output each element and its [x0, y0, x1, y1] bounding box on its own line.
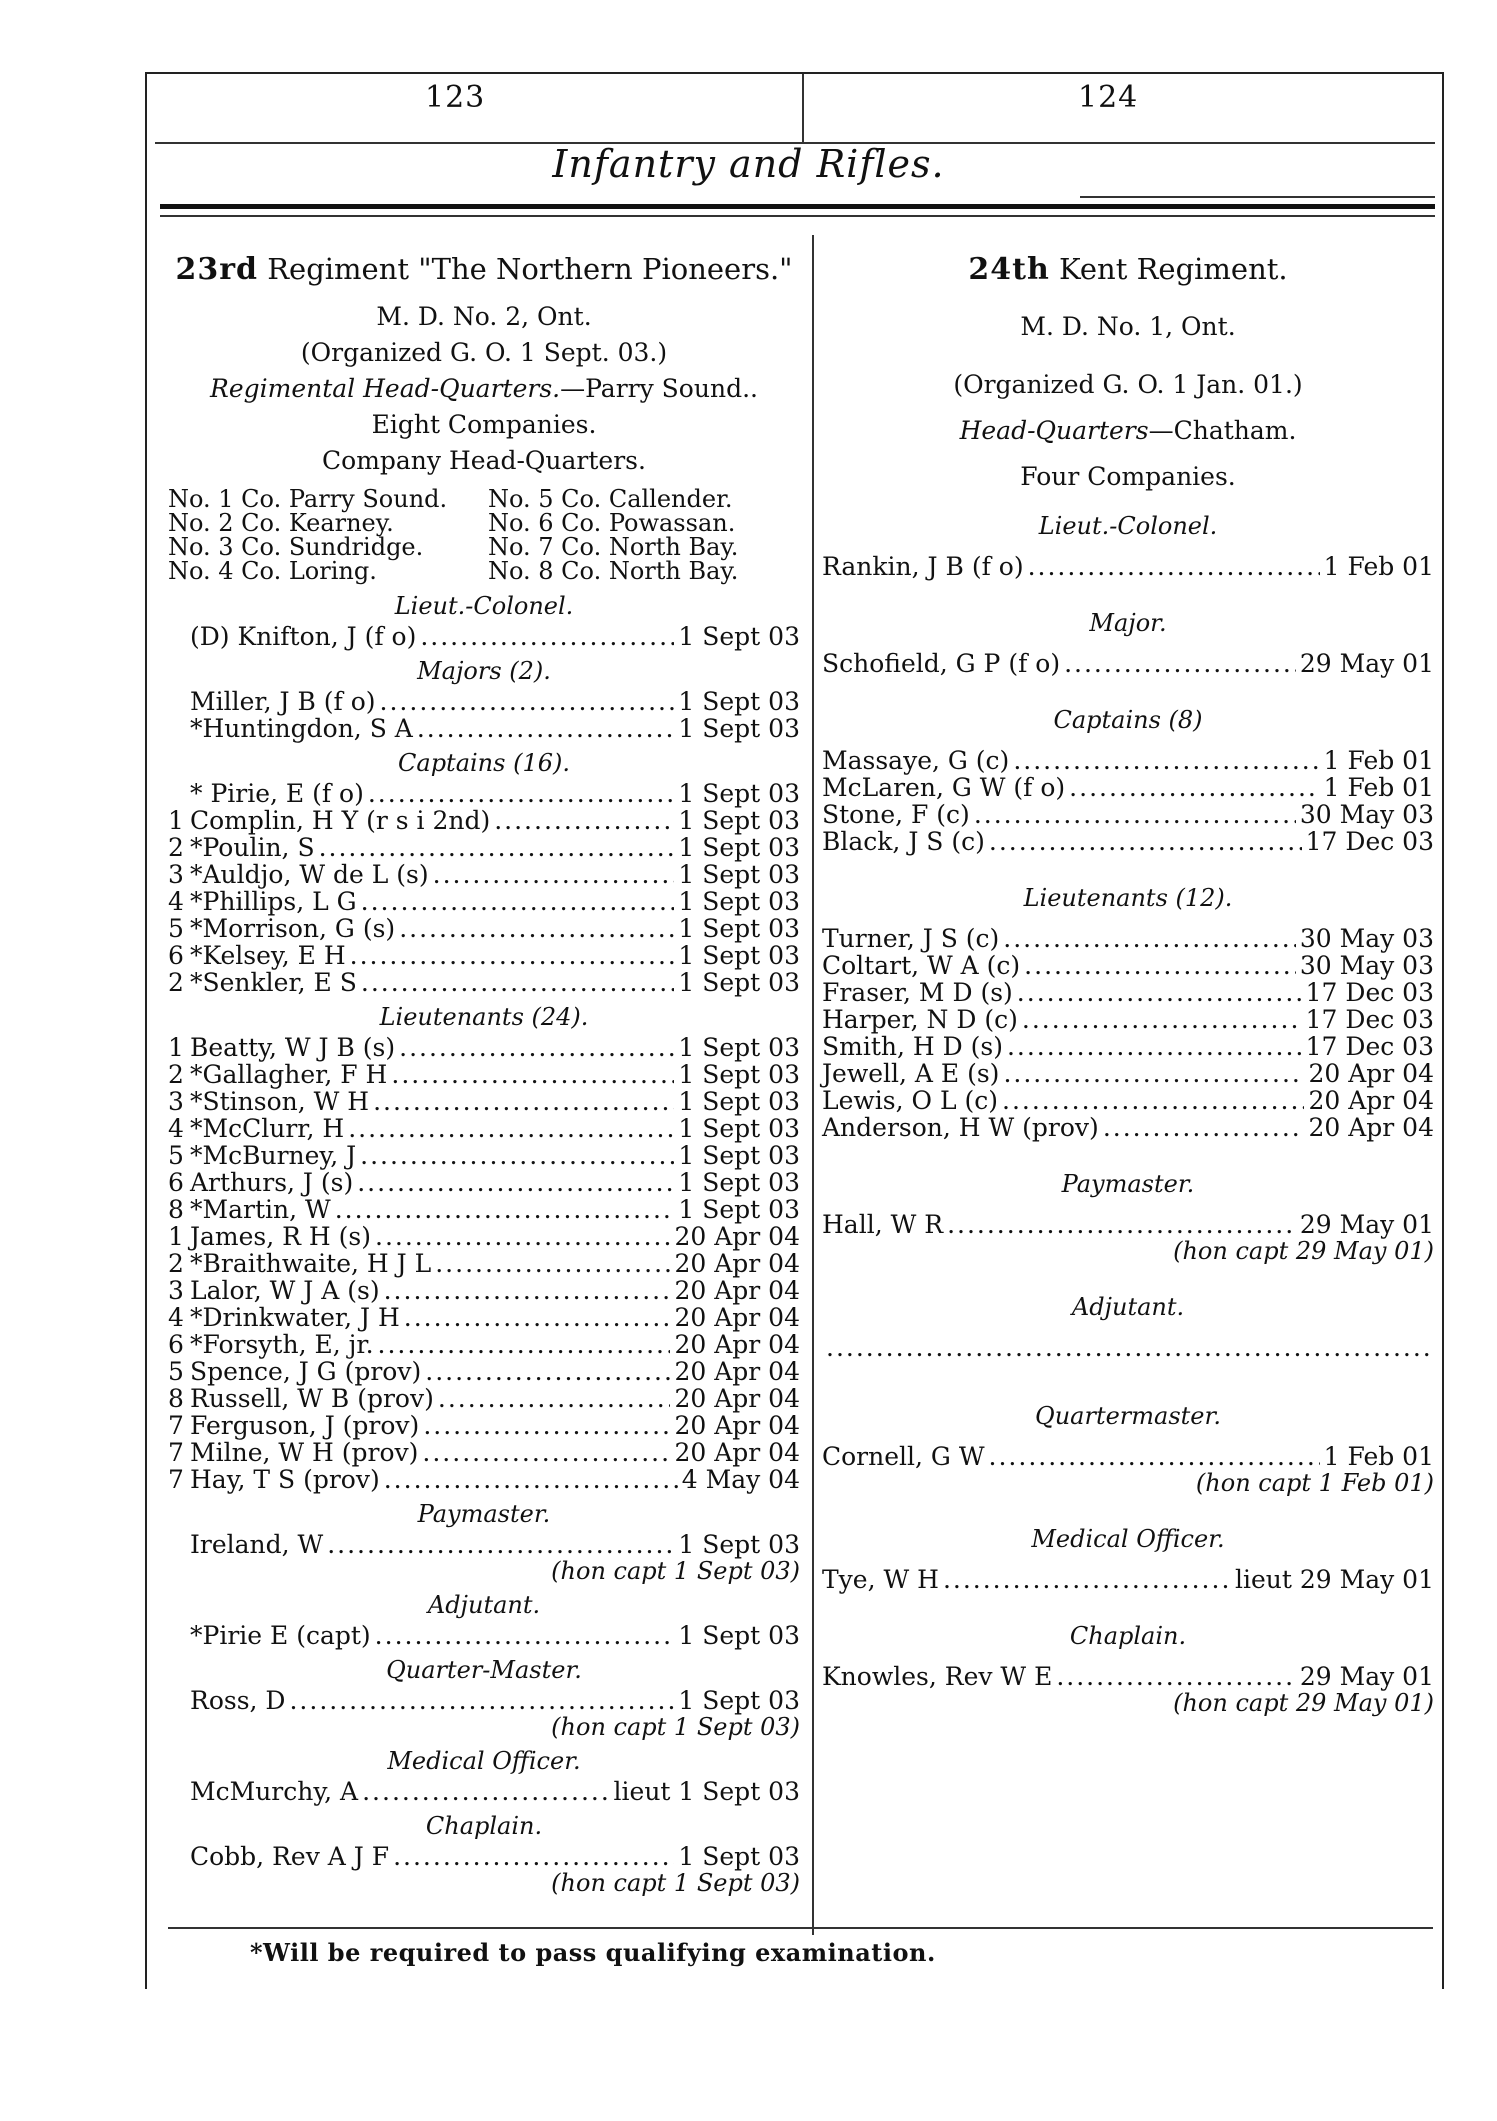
entry-name: Stone, F (c): [822, 800, 970, 829]
list-item: [822, 1006, 1434, 1033]
list-item: [168, 1439, 800, 1466]
company-item: No. 6 Co. Powassan.: [488, 509, 736, 537]
entry-date: 30 May 03: [1299, 800, 1434, 829]
list-item: [168, 834, 800, 861]
list-item: [168, 888, 800, 915]
footer-rule: [168, 1927, 1433, 1929]
entry-date: 20 Apr 04: [674, 1249, 800, 1278]
entry-date: 20 Apr 04: [674, 1276, 800, 1305]
majors-list: [168, 688, 800, 742]
list-item: [822, 774, 1434, 801]
entry-date: 1 Sept 03: [678, 887, 800, 916]
page-number-left: 123: [425, 80, 486, 115]
entry-date: 1 Sept 03: [678, 1168, 800, 1197]
entry-date: 1 Sept 03: [678, 860, 800, 889]
list-item: [822, 1060, 1434, 1087]
list-item: [822, 979, 1434, 1006]
companies-count: Four Companies.: [1020, 462, 1236, 491]
entry-name: Ireland, W: [190, 1530, 324, 1559]
entry-date: 1 Sept 03: [678, 1621, 800, 1650]
list-item: [822, 1033, 1434, 1060]
entry-date: 1 Sept 03: [678, 1087, 800, 1116]
entry-name: McMurchy, A: [190, 1777, 359, 1806]
company-item: No. 1 Co. Parry Sound.: [168, 485, 448, 513]
entry-date: 20 Apr 04: [674, 1357, 800, 1386]
list-item: [822, 952, 1434, 979]
list-item: [168, 1169, 800, 1196]
paymaster-entry: [822, 1211, 1434, 1238]
major-heading: Major.: [1089, 609, 1167, 637]
quartermaster-entry: [822, 1443, 1434, 1470]
company-hq-heading: Company Head-Quarters.: [322, 446, 646, 475]
entry-name: James, R H (s): [190, 1222, 372, 1251]
headquarters-label: Regimental Head-Quarters.: [210, 374, 561, 403]
entry-name: Turner, J S (c): [822, 924, 1000, 953]
entry-date: 20 Apr 04: [674, 1222, 800, 1251]
entry-name: Hall, W R: [822, 1210, 944, 1239]
list-item: [822, 925, 1434, 952]
major-list: [822, 650, 1434, 677]
company-item: No. 8 Co. North Bay.: [488, 557, 739, 585]
entry-date: 1 Feb 01: [1323, 552, 1434, 581]
captains-heading: Captains (16).: [398, 749, 570, 777]
entry-date: 1 Sept 03: [678, 1141, 800, 1170]
chaplain-heading: Chaplain.: [1069, 1622, 1187, 1650]
company-number: 3: [168, 1087, 184, 1116]
entry-name: *Senkler, E S: [190, 968, 357, 997]
company-number: 4: [168, 1114, 184, 1143]
list-item: [168, 1331, 800, 1358]
entry-name: Russell, W B (prov): [190, 1384, 434, 1413]
entry-date: 1 Sept 03: [678, 941, 800, 970]
entry-date: 20 Apr 04: [1308, 1113, 1434, 1142]
companies-count: Eight Companies.: [371, 410, 597, 439]
regiment-24th-column: [822, 252, 1434, 1716]
thin-rule-2: [160, 215, 1435, 217]
military-district: M. D. No. 2, Ont.: [376, 302, 592, 331]
list-item: [168, 1115, 800, 1142]
company-item: No. 5 Co. Callender.: [488, 485, 733, 513]
entry-date: 1 Feb 01: [1323, 773, 1434, 802]
entry-name: Ferguson, J (prov): [190, 1411, 420, 1440]
entry-date: 1 Feb 01: [1323, 746, 1434, 775]
company-number: [168, 780, 190, 807]
entry-date: 20 Apr 04: [674, 1384, 800, 1413]
entry-date: 1 Sept 03: [678, 622, 800, 651]
entry-name: *Auldjo, W de L (s): [190, 860, 429, 889]
list-item: [168, 1385, 800, 1412]
entry-name: Cobb, Rev A J F: [190, 1842, 390, 1871]
entry-name: *Drinkwater, J H: [190, 1303, 400, 1332]
headquarters-value: —Chatham.: [1148, 416, 1297, 445]
adjutant-entry: [168, 1622, 800, 1649]
quartermaster-entry: [168, 1687, 800, 1714]
company-number: [168, 715, 190, 742]
entry-name: Hay, T S (prov): [190, 1465, 380, 1494]
list-item: [822, 747, 1434, 774]
company-number: 7: [168, 1438, 184, 1467]
entry-name: *Morrison, G (s): [190, 914, 396, 943]
section-title: Infantry and Rifles.: [552, 142, 945, 186]
organized-note: (Organized G. O. 1 Sept. 03.): [300, 338, 668, 367]
entry-name: Harper, N D (c): [822, 1005, 1018, 1034]
company-number: 2: [168, 968, 184, 997]
list-item: [822, 828, 1434, 855]
entry-date: 1 Sept 03: [678, 779, 800, 808]
entry-date: 1 Sept 03: [678, 1114, 800, 1143]
paymaster-heading: Paymaster.: [417, 1500, 551, 1528]
list-item: [168, 1304, 800, 1331]
lieutenants-heading: Lieutenants (24).: [379, 1003, 589, 1031]
company-number: 5: [168, 914, 184, 943]
column-separator: [812, 235, 814, 1935]
entry-date: 17 Dec 03: [1305, 1005, 1434, 1034]
regiment-title: [168, 252, 800, 287]
regiment-23rd-column: [168, 252, 800, 1896]
entry-date: 30 May 03: [1299, 951, 1434, 980]
list-item: [168, 1250, 800, 1277]
entry-name: *Huntingdon, S A: [190, 714, 413, 743]
list-item: [168, 1223, 800, 1250]
military-district: M. D. No. 1, Ont.: [1020, 312, 1236, 341]
captains-list: [822, 747, 1434, 855]
entry-name: Rankin, J B (f o): [822, 552, 1024, 581]
entry-name: *Poulin, S: [190, 833, 315, 862]
majors-heading: Majors (2).: [417, 657, 551, 685]
list-item: [168, 623, 800, 650]
list-item: [822, 1114, 1434, 1141]
company-number: 1: [168, 806, 184, 835]
entry-name: *Stinson, W H: [190, 1087, 370, 1116]
page-number-right: 124: [1078, 80, 1139, 115]
entry-date: 1 Sept 03: [678, 1530, 800, 1559]
company-number: 4: [168, 1303, 184, 1332]
entry-date: 29 May 01: [1299, 1662, 1434, 1691]
company-number: [168, 623, 190, 650]
entry-date: 1 Sept 03: [678, 714, 800, 743]
page-number-divider: [802, 74, 804, 142]
list-item: [168, 688, 800, 715]
company-number: 1: [168, 1222, 184, 1251]
entry-name: Ross, D: [190, 1686, 286, 1715]
company-item: No. 3 Co. Sundridge.: [168, 533, 424, 561]
list-item: [168, 915, 800, 942]
paymaster-entry: [168, 1531, 800, 1558]
adjutant-heading: Adjutant.: [427, 1591, 541, 1619]
entry-date: 1 Sept 03: [678, 833, 800, 862]
regiment-number: 24th: [968, 252, 1050, 287]
entry-name: *Pirie E (capt): [190, 1621, 371, 1650]
entry-name: Beatty, W J B (s): [190, 1033, 396, 1062]
company-item: No. 2 Co. Kearney.: [168, 509, 394, 537]
entry-name: *Martin, W: [190, 1195, 331, 1224]
title-rule: [1080, 196, 1435, 198]
entry-date: 20 Apr 04: [674, 1411, 800, 1440]
entry-name: Smith, H D (s): [822, 1032, 1003, 1061]
entry-name: Fraser, M D (s): [822, 978, 1013, 1007]
chaplain-note: (hon capt 1 Sept 03): [551, 1869, 800, 1897]
quartermaster-heading: Quartermaster.: [1035, 1402, 1221, 1430]
list-item: [168, 969, 800, 996]
entry-date: 29 May 01: [1299, 649, 1434, 678]
company-item: No. 7 Co. North Bay.: [488, 533, 739, 561]
chaplain-heading: Chaplain.: [425, 1812, 543, 1840]
list-item: [168, 715, 800, 742]
company-number: 8: [168, 1384, 184, 1413]
paymaster-heading: Paymaster.: [1061, 1170, 1195, 1198]
entry-name: Schofield, G P (f o): [822, 649, 1061, 678]
list-item: [822, 801, 1434, 828]
list-item: [168, 807, 800, 834]
entry-date: 20 Apr 04: [1308, 1086, 1434, 1115]
entry-date: 20 Apr 04: [674, 1438, 800, 1467]
entry-date: 1 Sept 03: [678, 1686, 800, 1715]
company-number: 6: [168, 941, 184, 970]
footnote: *Will be required to pass qualifying examination.: [250, 1938, 936, 1967]
adjutant-entry-blank: [822, 1334, 1434, 1361]
entry-date: 1 Sept 03: [678, 1195, 800, 1224]
company-number: 2: [168, 833, 184, 862]
entry-name: Coltart, W A (c): [822, 951, 1021, 980]
list-item: [168, 942, 800, 969]
chaplain-entry: [822, 1663, 1434, 1690]
list-item: [168, 1358, 800, 1385]
entry-name: Spence, J G (prov): [190, 1357, 422, 1386]
captains-heading: Captains (8): [1053, 706, 1203, 734]
entry-name: Miller, J B (f o): [190, 687, 376, 716]
company-number: 7: [168, 1411, 184, 1440]
lieut-colonel-list: [168, 623, 800, 650]
company-number: 1: [168, 1033, 184, 1062]
entry-name: Massaye, G (c): [822, 746, 1010, 775]
entry-name: Milne, W H (prov): [190, 1438, 419, 1467]
entry-date: 1 Sept 03: [678, 1060, 800, 1089]
lieut-colonel-list: [822, 553, 1434, 580]
entry-date: 17 Dec 03: [1305, 978, 1434, 1007]
quartermaster-note: (hon capt 1 Feb 01): [1195, 1469, 1434, 1497]
list-item: [168, 1412, 800, 1439]
entry-name: *McClurr, H: [190, 1114, 345, 1143]
entry-name: *Gallagher, F H: [190, 1060, 388, 1089]
paymaster-note: (hon capt 1 Sept 03): [551, 1557, 800, 1585]
entry-name: Cornell, G W: [822, 1442, 985, 1471]
paymaster-note: (hon capt 29 May 01): [1173, 1237, 1434, 1265]
entry-name: Lalor, W J A (s): [190, 1276, 380, 1305]
list-item: [168, 1088, 800, 1115]
entry-date: 1 Sept 03: [678, 687, 800, 716]
medical-officer-heading: Medical Officer.: [387, 1747, 581, 1775]
medical-officer-entry: [168, 1778, 800, 1805]
list-item: [168, 861, 800, 888]
entry-name: *Kelsey, E H: [190, 941, 346, 970]
list-item: [822, 1087, 1434, 1114]
entry-date: 1 Sept 03: [678, 1842, 800, 1871]
entry-date: 17 Dec 03: [1305, 1032, 1434, 1061]
organized-note: (Organized G. O. 1 Jan. 01.): [953, 370, 1303, 399]
entry-date: 20 Apr 04: [1308, 1059, 1434, 1088]
headquarters-value: —Parry Sound..: [560, 374, 758, 403]
list-item: [168, 1196, 800, 1223]
adjutant-heading: Adjutant.: [1071, 1293, 1185, 1321]
list-item: [168, 780, 800, 807]
company-number: 5: [168, 1141, 184, 1170]
entry-name: *Forsyth, E, jr.: [190, 1330, 374, 1359]
entry-name: *McBurney, J: [190, 1141, 357, 1170]
entry-name: McLaren, G W (f o): [822, 773, 1066, 802]
headquarters-label: Head-Quarters: [959, 416, 1149, 445]
entry-name: Tye, W H: [822, 1565, 939, 1594]
entry-date: 20 Apr 04: [674, 1303, 800, 1332]
company-number: 5: [168, 1357, 184, 1386]
entry-date: 17 Dec 03: [1305, 827, 1434, 856]
entry-date: 1 Sept 03: [678, 806, 800, 835]
quartermaster-note: (hon capt 1 Sept 03): [551, 1713, 800, 1741]
entry-name: Jewell, A E (s): [822, 1059, 1000, 1088]
company-list: [168, 487, 800, 583]
entry-date: lieut 29 May 01: [1234, 1565, 1434, 1594]
entry-date: 4 May 04: [681, 1465, 800, 1494]
medical-officer-heading: Medical Officer.: [1031, 1525, 1225, 1553]
lieutenants-list: [822, 925, 1434, 1141]
entry-date: 1 Sept 03: [678, 968, 800, 997]
headquarters: [168, 371, 800, 407]
entry-date: lieut 1 Sept 03: [613, 1777, 800, 1806]
company-number: 6: [168, 1168, 184, 1197]
captains-list: [168, 780, 800, 996]
lieutenants-list: [168, 1034, 800, 1493]
regiment-name: Regiment "The Northern Pioneers.": [258, 252, 793, 286]
entry-name: * Pirie, E (f o): [190, 779, 364, 808]
entry-name: (D) Knifton, J (f o): [190, 622, 417, 651]
lieut-colonel-heading: Lieut.-Colonel.: [1038, 512, 1218, 540]
entry-date: 1 Sept 03: [678, 914, 800, 943]
company-number: 6: [168, 1330, 184, 1359]
company-number: [168, 688, 190, 715]
company-item: No. 4 Co. Loring.: [168, 557, 377, 585]
entry-name: *Phillips, L G: [190, 887, 357, 916]
regiment-number: 23rd: [175, 252, 258, 287]
list-item: [168, 1277, 800, 1304]
quartermaster-heading: Quarter-Master.: [386, 1656, 582, 1684]
list-item: [822, 650, 1434, 677]
chaplain-entry: [168, 1843, 800, 1870]
company-number: 4: [168, 887, 184, 916]
company-number: 3: [168, 860, 184, 889]
headquarters: [822, 413, 1434, 449]
entry-date: 29 May 01: [1299, 1210, 1434, 1239]
entry-name: Anderson, H W (prov): [822, 1113, 1099, 1142]
regiment-title: [822, 252, 1434, 287]
list-item: [822, 553, 1434, 580]
list-item: [168, 1034, 800, 1061]
entry-name: Arthurs, J (s): [190, 1168, 354, 1197]
list-item: [168, 1061, 800, 1088]
entry-date: 20 Apr 04: [674, 1330, 800, 1359]
entry-name: *Braithwaite, H J L: [190, 1249, 432, 1278]
list-item: [168, 1466, 800, 1493]
company-number: 2: [168, 1249, 184, 1278]
regiment-name: Kent Regiment.: [1049, 252, 1288, 286]
entry-name: Knowles, Rev W E: [822, 1662, 1053, 1691]
entry-name: Lewis, O L (c): [822, 1086, 999, 1115]
company-number: 2: [168, 1060, 184, 1089]
entry-name: Complin, H Y (r s i 2nd): [190, 806, 491, 835]
medical-officer-entry: [822, 1566, 1434, 1593]
company-number: 7: [168, 1465, 184, 1494]
list-item: [168, 1142, 800, 1169]
entry-date: 30 May 03: [1299, 924, 1434, 953]
entry-date: 1 Feb 01: [1323, 1442, 1434, 1471]
entry-date: 1 Sept 03: [678, 1033, 800, 1062]
thick-rule-1: [160, 204, 1435, 209]
lieut-colonel-heading: Lieut.-Colonel.: [394, 592, 574, 620]
company-number: 3: [168, 1276, 184, 1305]
entry-name: Black, J S (c): [822, 827, 985, 856]
lieutenants-heading: Lieutenants (12).: [1023, 884, 1233, 912]
company-number: 8: [168, 1195, 184, 1224]
chaplain-note: (hon capt 29 May 01): [1173, 1689, 1434, 1717]
